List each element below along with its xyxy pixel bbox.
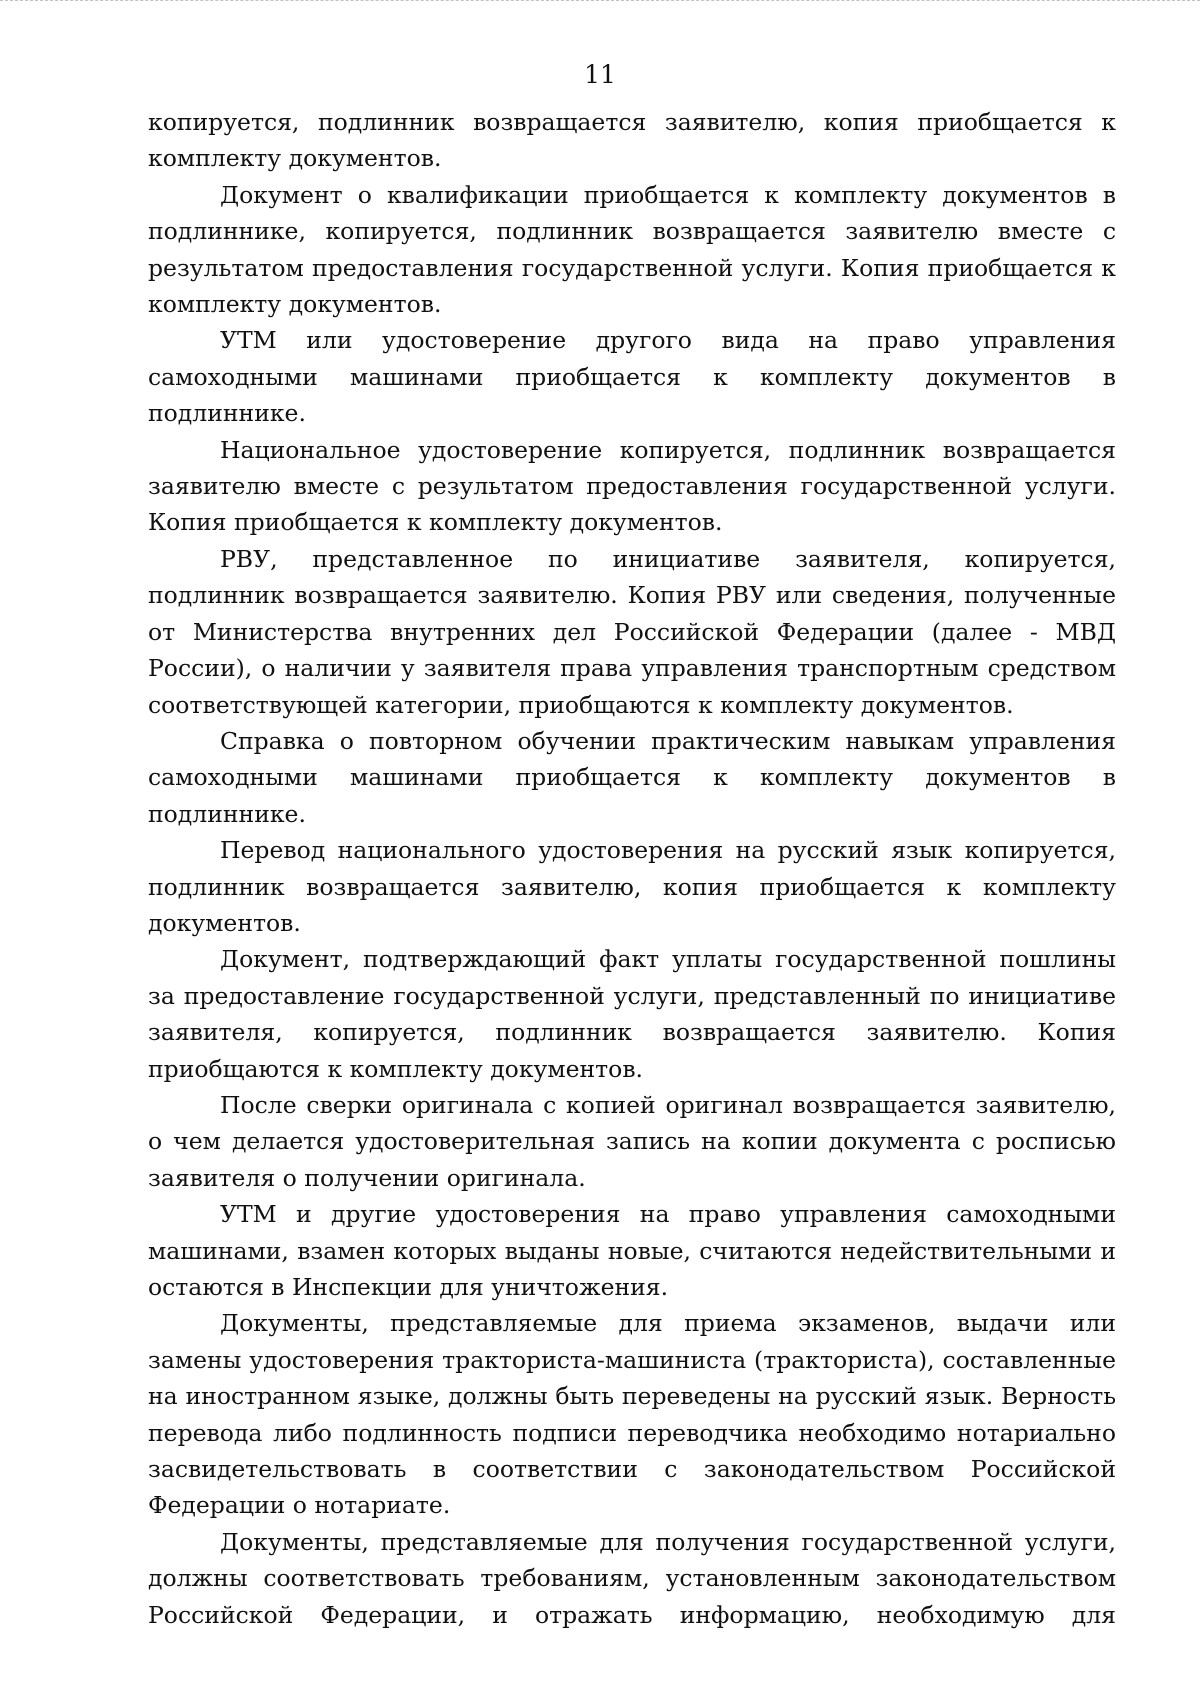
paragraph-7: Перевод национального удостоверения на русский язык копируется, подлинник возвращается заявителю, копия приобщается к комплекту документов. <box>148 836 1116 937</box>
paragraph-12: Документы, представляемые для получения государственной услуги, должны соответствовать требованиям, установленным законодательством Российской Федерации, и отражать информацию, необходимую для <box>148 1527 1116 1629</box>
paragraph-10: УТМ и другие удостоверения на право управления самоходными машинами, взамен которых выданы новые, считаются недействительными и остаются в Инспекции для уничтожения. <box>148 1200 1116 1301</box>
scan-edge-line <box>0 0 1200 7</box>
paragraph-2: Документ о квалификации приобщается к комплекту документов в подлиннике, копируется, подлинник возвращается заявителю вместе с результатом предоставления государственной услуги. Копия приобщается к комплекту документов. <box>148 180 1116 319</box>
paragraph-9: После сверки оригинала с копией оригинал возвращается заявителю, о чем делается удостоверительная запись на копии документа с росписью заявителя о получении оригинала. <box>148 1090 1116 1192</box>
paragraph-4: Национальное удостоверение копируется, подлинник возвращается заявителю вместе с результатом предоставления государственной услуги. Копия приобщается к комплекту документов. <box>148 435 1116 537</box>
paragraph-1: копируется, подлинник возвращается заявителю, копия приобщается к комплекту документов. <box>148 108 1116 173</box>
paragraph-11: Документы, представляемые для приема экзаменов, выдачи или замены удостоверения тракториста-машиниста (тракториста), составленные на иностранном языке, должны быть переведены на русский язык. Верность перевода либо подлинность подписи переводчика необходимо нотариально засвидетельствовать в соответствии с законодательством Российской Федерации о нотариате. <box>148 1309 1116 1520</box>
page-number: 11 <box>584 60 616 89</box>
paragraph-3: УТМ или удостоверение другого вида на право управления самоходными машинами приобщается к комплекту документов в подлиннике. <box>148 326 1116 428</box>
paragraph-5: РВУ, представленное по инициативе заявителя, копируется, подлинник возвращается заявителю. Копия РВУ или сведения, полученные от Министерства внутренних дел Российской Федерации (далее - МВД России), о наличии у заявителя права управления транспортным средством соответствующей категории, приобщаются к комплекту документов. <box>148 544 1116 719</box>
paragraph-8: Документ, подтверждающий факт уплаты государственной пошлины за предоставление государственной услуги, представленный по инициативе заявителя, копируется, подлинник возвращается заявителю. Копия приобщаются к комплекту документов. <box>148 945 1116 1083</box>
document-body <box>148 104 1116 1633</box>
paragraph-6: Справка о повторном обучении практическим навыкам управления самоходными машинами приобщается к комплекту документов в подлиннике. <box>148 726 1116 828</box>
